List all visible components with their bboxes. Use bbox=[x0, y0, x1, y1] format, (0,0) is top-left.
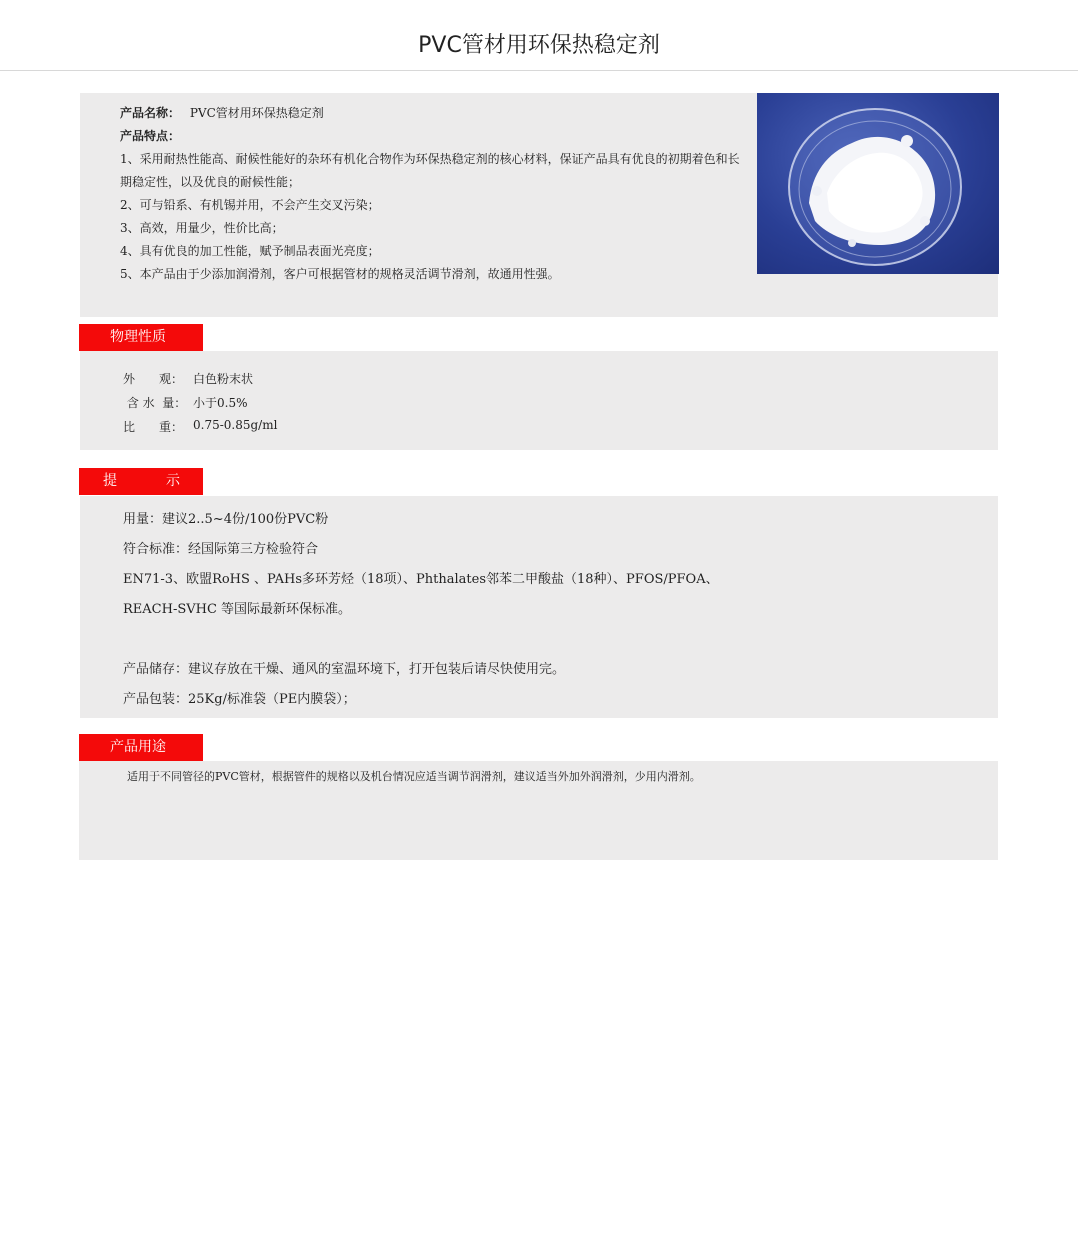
tip-line: 用量：建议2..5~4份/100份PVC粉 bbox=[123, 512, 329, 527]
feature-item: 1、采用耐热性能高、耐候性能好的杂环有机化合物作为环保热稳定剂的核心材料，保证产品具有优良的初期着色和长期稳定性，以及优良的耐候性能； bbox=[120, 152, 740, 189]
features-label: 产品特点： bbox=[120, 129, 181, 143]
powder-dish-icon bbox=[757, 93, 999, 274]
page-title: PVC管材用环保热稳定剂 bbox=[418, 33, 660, 58]
tips-panel bbox=[80, 496, 998, 718]
property-value: 白色粉末状 bbox=[193, 372, 254, 386]
product-photo bbox=[757, 93, 999, 274]
usage-heading: 产品用途 bbox=[79, 734, 203, 761]
feature-item: 2、可与铅系、有机锡并用，不会产生交叉污染； bbox=[120, 198, 380, 212]
product-name-label: 产品名称： bbox=[120, 106, 181, 120]
property-label: 比 重： bbox=[123, 420, 184, 434]
tips-heading: 提 示 bbox=[79, 468, 203, 495]
feature-item: 3、高效，用量少，性价比高； bbox=[120, 221, 284, 235]
property-label: 含 水 量： bbox=[123, 396, 187, 410]
intro-text bbox=[120, 102, 750, 286]
tip-line: 产品包装：25Kg/标准袋（PE内膜袋）； bbox=[123, 692, 356, 707]
feature-item: 4、具有优良的加工性能，赋予制品表面光亮度； bbox=[120, 244, 380, 258]
tip-line: 产品储存：建议存放在干燥、通风的室温环境下，打开包装后请尽快使用完。 bbox=[123, 662, 566, 677]
tip-line: EN71-3、欧盟RoHS 、PAHs多环芳烃（18项）、Phthalates邻苯二甲酸盐（18种）、PFOS/PFOA、 bbox=[123, 572, 719, 587]
product-name-value: PVC管材用环保热稳定剂 bbox=[189, 106, 324, 120]
title-divider bbox=[0, 70, 1078, 71]
usage-text: 适用于不同管径的PVC管材，根据管件的规格以及机台情况应适当调节润滑剂，建议适当外加外润滑剂，少用内滑剂。 bbox=[127, 770, 701, 783]
property-value: 0.75-0.85g/ml bbox=[193, 418, 278, 432]
tip-line: REACH-SVHC 等国际最新环保标准。 bbox=[123, 602, 352, 617]
property-value: 小于0.5% bbox=[193, 396, 248, 410]
intro-panel bbox=[80, 93, 998, 317]
tip-line: 符合标准：经国际第三方检验符合 bbox=[123, 542, 319, 557]
physical-heading: 物理性质 bbox=[79, 324, 203, 351]
usage-panel bbox=[79, 761, 998, 860]
property-label: 外 观： bbox=[123, 372, 184, 386]
physical-panel bbox=[80, 351, 998, 450]
feature-item: 5、本产品由于少添加润滑剂，客户可根据管材的规格灵活调节滑剂，故通用性强。 bbox=[120, 267, 560, 281]
